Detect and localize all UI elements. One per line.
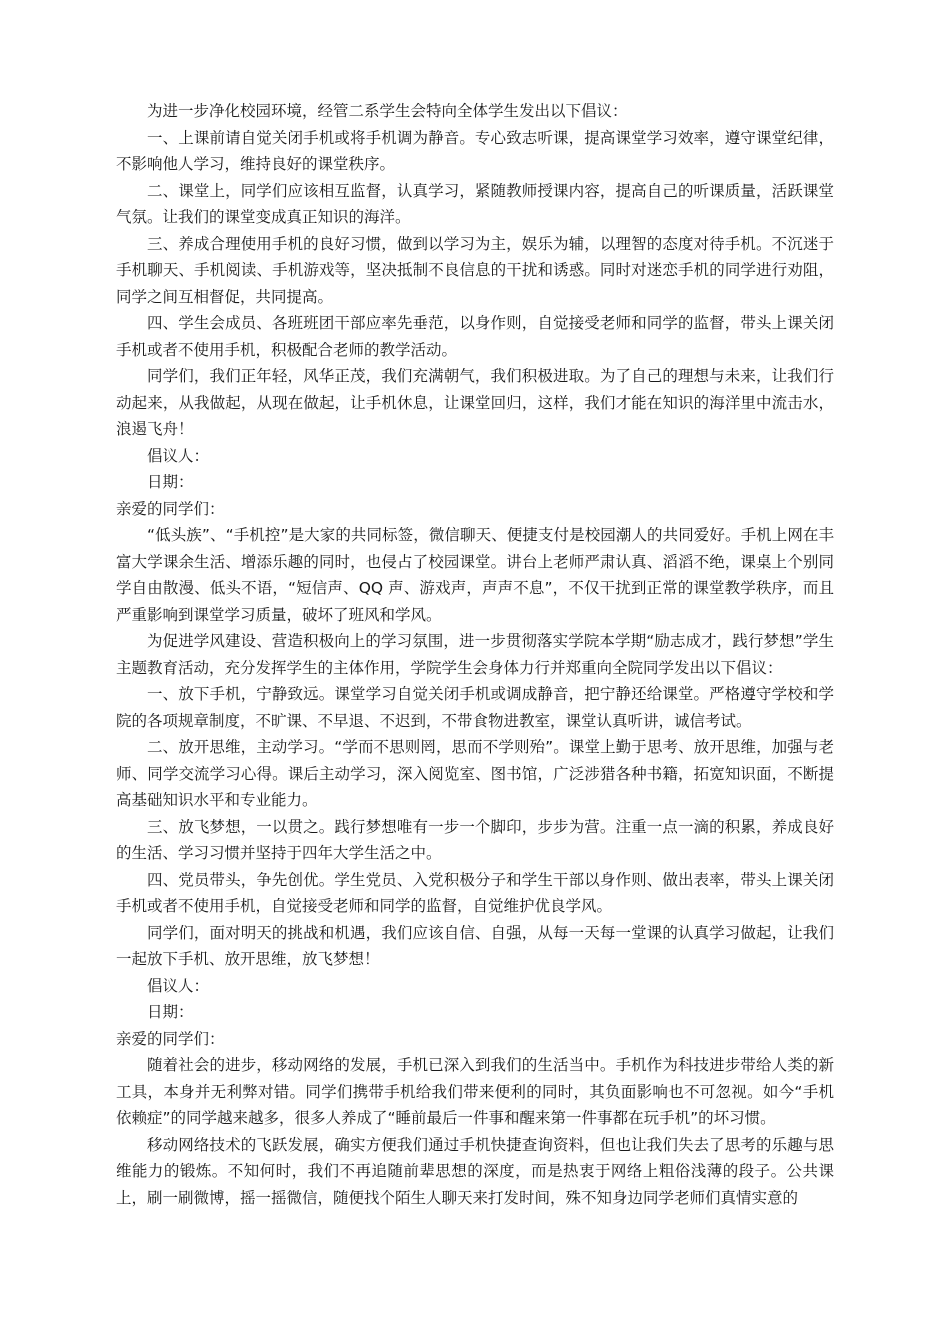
proposal-item-4: 四、学生会成员、各班班团干部应率先垂范，以身作则，自觉接受老师和同学的监督，带头上课关闭手机或者不使用手机，积极配合老师的教学活动。 — [116, 314, 834, 359]
document-page — [116, 98, 834, 1211]
paragraph: 为促进学风建设、营造积极向上的学习氛围，进一步贯彻落实学院本学期“励志成才，践行梦想”学生主题教育活动，充分发挥学生的主体作用，学院学生会身体力行并郑重向全院同学发出以下倡议： — [116, 632, 834, 677]
closing-paragraph: 同学们，我们正年轻，风华正茂，我们充满朝气，我们积极进取。为了自己的理想与未来，让我们行动起来，从我做起，从现在做起，让手机休息，让课堂回归，这样，我们才能在知识的海洋里中流击水，浪遏飞舟！ — [116, 367, 834, 438]
intro-paragraph: 为进一步净化校园环境，经管二系学生会特向全体学生发出以下倡议： — [147, 102, 628, 120]
closing-paragraph: 同学们，面对明天的挑战和机遇，我们应该自信、自强，从每一天每一堂课的认真学习做起，让我们一起放下手机、放开思维，放飞梦想！ — [116, 923, 834, 968]
date-label: 日期： — [147, 1003, 194, 1021]
greeting: 亲爱的同学们： — [116, 499, 225, 518]
proposal-item-1: 一、上课前请自觉关闭手机或将手机调为静音。专心致志听课，提高课堂学习效率，遵守课堂纪律，不影响他人学习，维持良好的课堂秩序。 — [116, 128, 834, 173]
greeting: 亲爱的同学们： — [116, 1029, 225, 1048]
date-label: 日期： — [147, 473, 194, 491]
proposer-label: 倡议人： — [147, 976, 210, 995]
proposal-item-3: 三、养成合理使用手机的良好习惯，做到以学习为主，娱乐为辅，以理智的态度对待手机。不沉迷于手机聊天、手机阅读、手机游戏等，坚决抵制不良信息的干扰和诱惑。同时对迷恋手机的同学进行劝阻，同学之间互相督促，共同提高。 — [116, 234, 834, 306]
proposal-item: 四、党员带头，争先创优。学生党员、入党积极分子和学生干部以身作则、做出表率，带头上课关闭手机或者不使用手机，自觉接受老师和同学的监督，自觉维护优良学风。 — [116, 870, 834, 915]
proposal-item: 一、放下手机，宁静致远。课堂学习自觉关闭手机或调成静音，把宁静还给课堂。严格遵守学校和学院的各项规章制度，不旷课、不早退、不迟到，不带食物进教室，课堂认真听讲，诚信考试。 — [116, 685, 834, 730]
proposer-label: 倡议人： — [147, 446, 210, 465]
paragraph: 移动网络技术的飞跃发展，确实方便我们通过手机快捷查询资料，但也让我们失去了思考的乐趣与思维能力的锻炼。不知何时，我们不再追随前辈思想的深度，而是热衷于网络上粗俗浅薄的段子。公共课上，刷一刷微博，摇一摇微信，随便找个陌生人聊天来打发时间，殊不知身边同学老师们真情实意的 — [116, 1135, 834, 1207]
paragraph: “低头族”、“手机控”是大家的共同标签，微信聊天、便捷支付是校园潮人的共同爱好。手机上网在丰富大学课余生活、增添乐趣的同时，也侵占了校园课堂。讲台上老师严肃认真、滔滔不绝，课桌上个别同学自由散漫、低头不语，“短信声、QQ 声、游戏声，声声不息”，不仅干扰到正常的课堂教学秩序，而且严重影响到课堂学习质量，破坏了班风和学风。 — [116, 526, 834, 624]
paragraph: 随着社会的进步，移动网络的发展，手机已深入到我们的生活当中。手机作为科技进步带给人类的新工具，本身并无利弊对错。同学们携带手机给我们带来便利的同时，其负面影响也不可忽视。如今“手机依赖症”的同学越来越多，很多人养成了“睡前最后一件事和醒来第一件事都在玩手机”的坏习惯。 — [116, 1056, 834, 1127]
proposal-item: 三、放飞梦想，一以贯之。践行梦想唯有一步一个脚印，步步为营。注重一点一滴的积累，养成良好的生活、学习习惯并坚持于四年大学生活之中。 — [116, 817, 834, 862]
proposal-item: 二、放开思维，主动学习。“学而不思则罔，思而不学则殆”。课堂上勤于思考、放开思维，加强与老师、同学交流学习心得。课后主动学习，深入阅览室、图书馆，广泛涉猎各种书籍，拓宽知识面，不断提高基础知识水平和专业能力。 — [116, 738, 834, 809]
proposal-item-2: 二、课堂上，同学们应该相互监督，认真学习，紧随教师授课内容，提高自己的听课质量，活跃课堂气氛。让我们的课堂变成真正知识的海洋。 — [116, 181, 834, 226]
